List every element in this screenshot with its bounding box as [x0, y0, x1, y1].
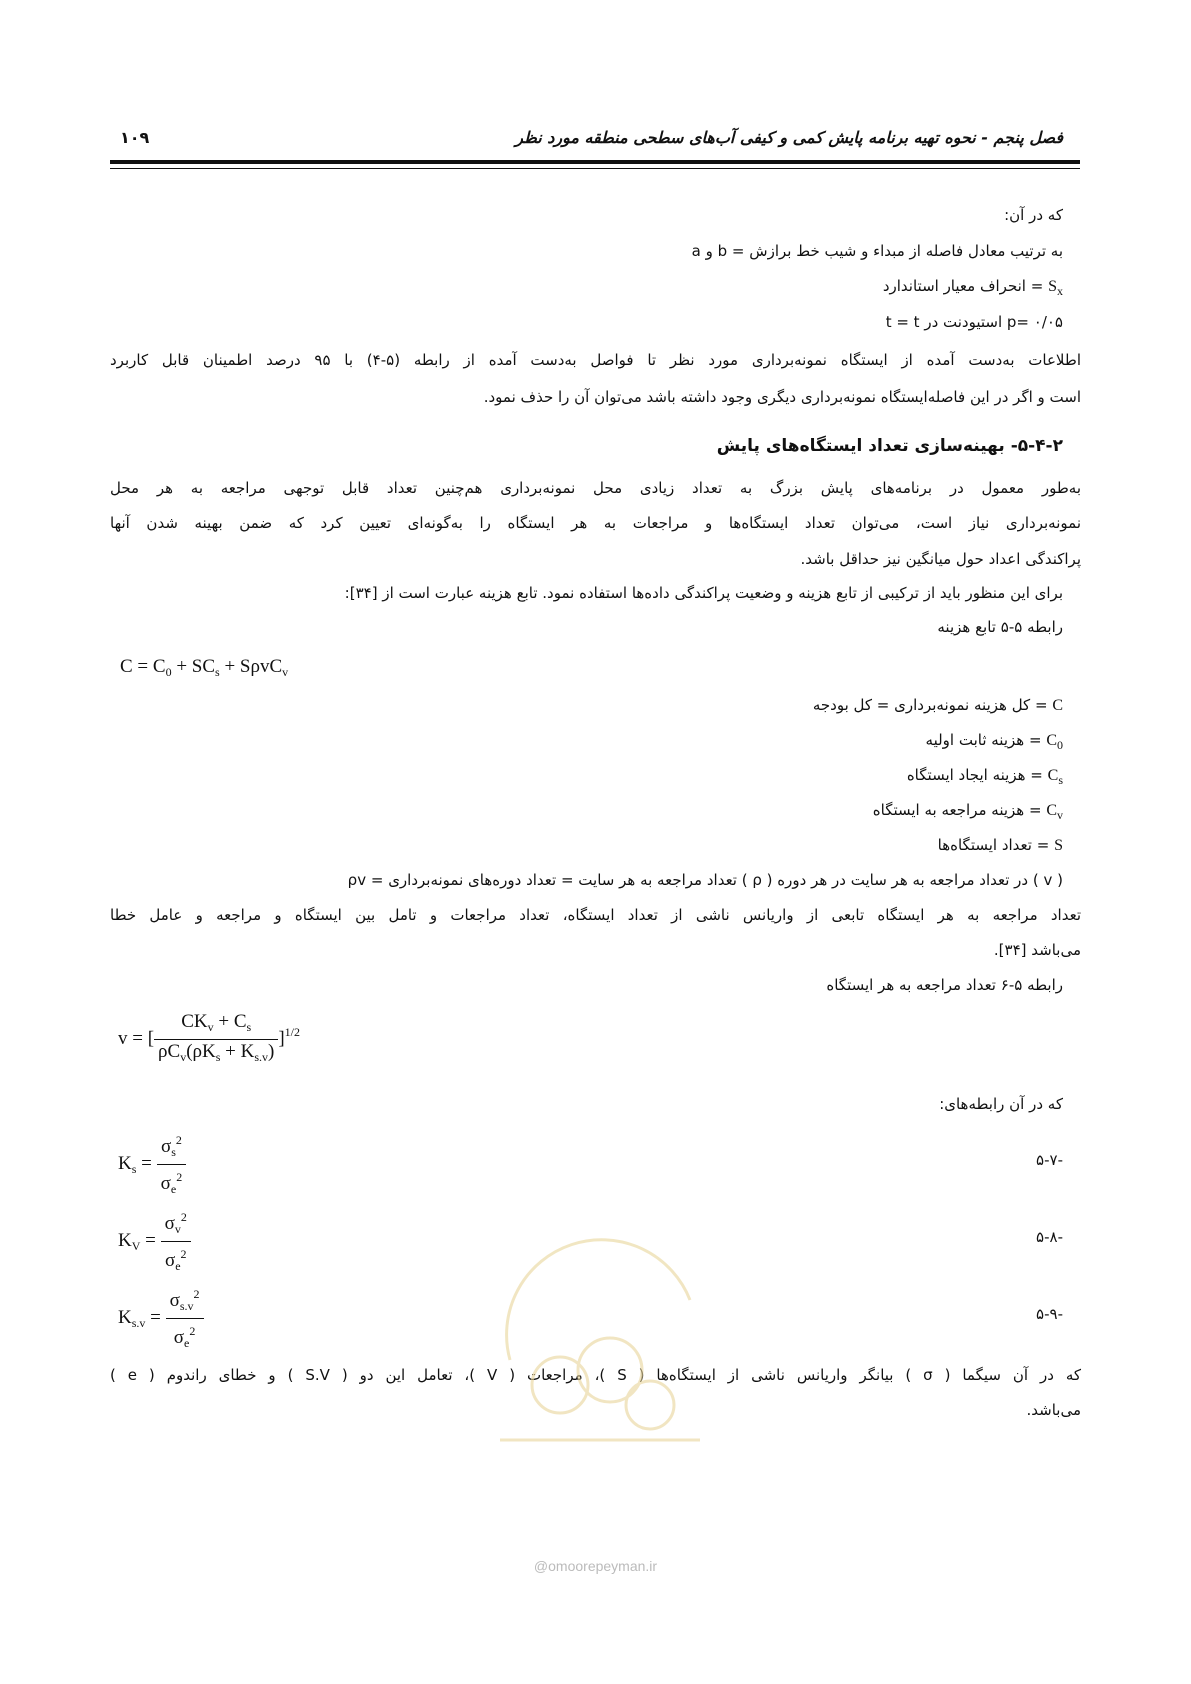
definition-S: = تعداد ایستگاه‌ها S [937, 836, 1063, 854]
watermark-site: @omoorepeyman.ir [533, 1558, 658, 1574]
where-intro: که در آن: [1004, 206, 1063, 224]
definition-sx-symbol: $S_x$ [1048, 278, 1063, 298]
definition-rho-v: ρv = تعداد مراجعه به هر سایت = تعداد دوره‌های نمونه‌برداری ( ρ ) در تعداد مراجعه به هر سایت در هر دوره ( v ) [347, 871, 1063, 889]
definition-t: t = t استیودنت در p= ۰/۰۵ [885, 313, 1063, 331]
definition-sx-text: = انحراف معیار استاندارد [882, 277, 1044, 295]
equation-5-5-label: رابطه ۵-۵ تابع هزینه [937, 618, 1063, 636]
section-paragraph-line-3: پراکندگی اعداد حول میانگین نیز حداقل باشد. [800, 550, 1081, 568]
section-paragraph-line-2: نمونه‌برداری نیاز است، می‌توان تعداد ایستگاه‌ها و مراجعات به هر ایستگاه را به‌گونه‌ای تعیین کرد که ضمن بهینه شدن آنها [110, 514, 1081, 532]
definition-C0: = هزینه ثابت اولیه $C_0$ [925, 731, 1063, 752]
watermark-logo-icon [480, 1210, 720, 1460]
equation-5-8: $K_V$ = $\frac{\sigma_v^2}{\sigma_e^2}$ [118, 1205, 191, 1278]
header-rule-thick [110, 160, 1080, 164]
section-paragraph-line-1: به‌طور معمول در برنامه‌های پایش بزرگ به تعداد زیادی محل نمونه‌برداری هم‌چنین تعداد قابل توجهی مراجعه به هر محل [110, 479, 1081, 497]
equation-5-5: $C = C_0 + SC_s + S\rho vC_v$ [120, 656, 289, 679]
equation-5-6: v = [ $\frac{CK_v + C_s}{\rho C_v(\rho K_s + K_{s.v})}$ ]$^{1/2}$ [118, 1011, 301, 1064]
section-paragraph-2: برای این منظور باید از ترکیبی از تابع هزینه و وضعیت پراکندگی داده‌ها استفاده نمود. تابع هزینه عبارت است از [۳۴]: [344, 584, 1063, 602]
visits-paragraph-line-1: تعداد مراجعه به هر ایستگاه تابعی از واریانس ناشی از تعداد ایستگاه، تعداد مراجعات و تامل بین ایستگاه و مراجعه و عامل خطا [110, 906, 1081, 924]
equation-5-7: $K_s$ = $\frac{\sigma_s^2}{\sigma_e^2}$ [118, 1128, 186, 1201]
sigma-paragraph-line-1: که در آن سیگما ( σ ) بیانگر واریانس ناشی از ایستگاه‌ها ( S )، مراجعات ( V )، تعامل این دو ( S.V ) و خطای راندوم ( e ) [110, 1366, 1082, 1384]
page-number: ۱۰۹ [120, 128, 150, 147]
definition-Cv: = هزینه مراجعه به ایستگاه $C_v$ [872, 801, 1063, 822]
definition-a-b: a و b = به ترتیب معادل فاصله از مبداء و شیب خط برازش [691, 242, 1063, 260]
section-heading: ۵-۴-۲- بهینه‌سازی تعداد ایستگاه‌های پایش [716, 436, 1063, 456]
sigma-paragraph-line-2: می‌باشد. [1026, 1401, 1081, 1419]
equation-5-9: $K_{s.v}$ = $\frac{\sigma_{s.v}^2}{\sigma_e^2}$ [118, 1282, 204, 1355]
visits-paragraph-line-2: می‌باشد [۳۴]. [993, 941, 1081, 959]
definition-Cs: = هزینه ایجاد ایستگاه $C_s$ [906, 766, 1063, 787]
definition-C: = کل هزینه نمونه‌برداری = کل بودجه C [812, 696, 1063, 714]
equation-5-8-number: ۵-۸- [1036, 1228, 1063, 1246]
equation-5-6-label: رابطه ۵-۶ تعداد مراجعه به هر ایستگاه [826, 976, 1063, 994]
paragraph-1-line-2: است و اگر در این فاصله‌ایستگاه نمونه‌برداری دیگری وجود داشته باشد می‌توان آن را حذف نمود. [483, 388, 1081, 406]
equation-5-7-number: ۵-۷- [1036, 1151, 1063, 1169]
equation-5-9-number: ۵-۹- [1036, 1305, 1063, 1323]
running-header-title: فصل پنجم - نحوه تهیه برنامه پایش کمی و کیفی آب‌های سطحی منطقه مورد نظر [515, 128, 1063, 147]
paragraph-1-line-1: اطلاعات به‌دست آمده از ایستگاه نمونه‌برداری مورد نظر تا فواصل به‌دست آمده از رابطه (۵-۴) با ۹۵ درصد اطمینان قابل کاربرد [110, 351, 1081, 369]
header-rule-thin [110, 168, 1080, 169]
where-relations-intro: که در آن رابطه‌های: [939, 1095, 1063, 1113]
definition-sx [883, 276, 1063, 301]
